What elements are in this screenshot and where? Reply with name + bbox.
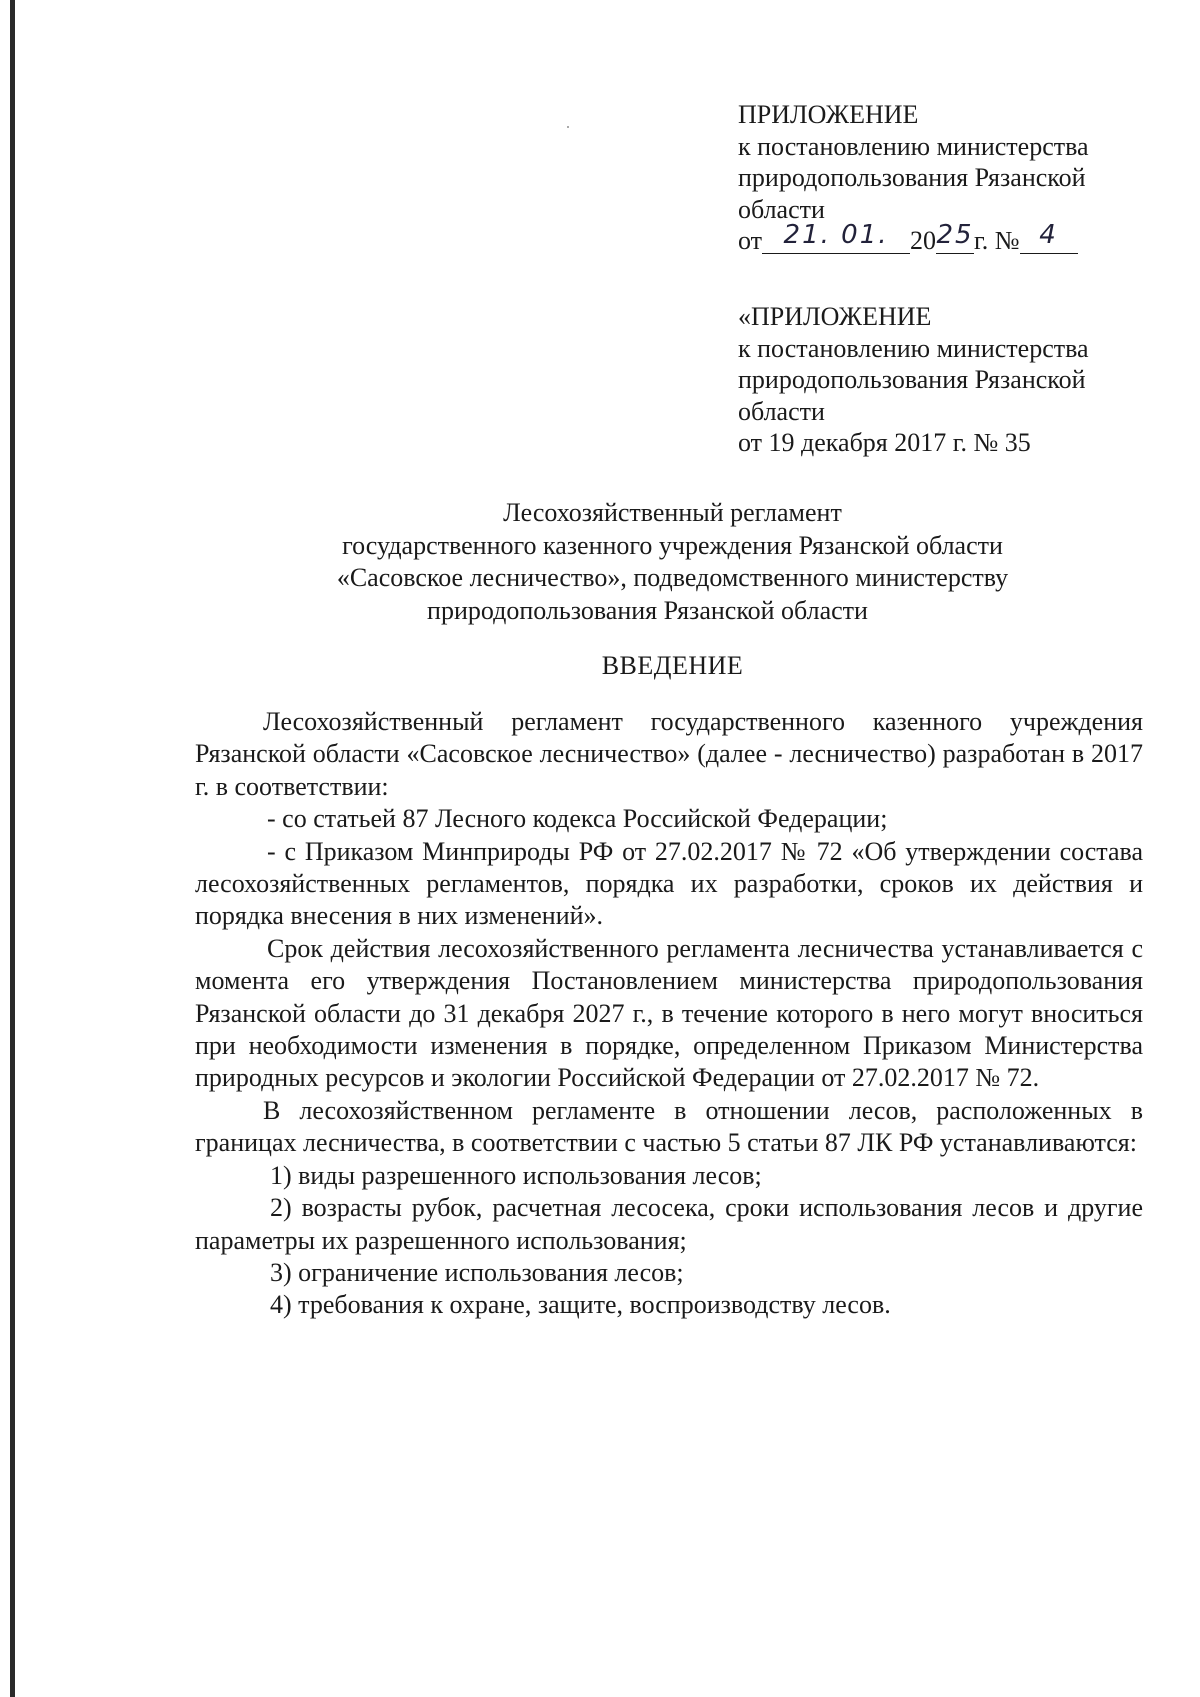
numbered-item: 1) виды разрешенного использования лесов; [270, 1160, 762, 1190]
paragraph: Срок действия лесохозяйственного регламента лесничества устанавливается с момента его утверждения Постановлением министерства природопользования Рязанской области до 31 декабря 2027 г., в течение которого в него могут вноситься при необходимости изменения в порядке, определенном Приказом Министерства природных ресурсов и экологии Российской Федерации от 27.02.2017 № 72. [195, 933, 1143, 1093]
handwritten-date-field [762, 220, 910, 254]
appendix-line-3: области [738, 194, 825, 224]
numbered-item: 2) возрасты рубок, расчетная лесосека, сроки использования лесов и другие параметры их разрешенного использования; [195, 1193, 1143, 1255]
appendix-original-line-1: к постановлению министерства [738, 333, 1089, 363]
numbered-item: 4) требования к охране, защите, воспроизводству лесов. [270, 1290, 891, 1320]
paragraph: В лесохозяйственном регламенте в отношении лесов, расположенных в границах лесничества, в соответствии с частью 5 статьи 87 ЛК РФ устанавливаются: [195, 1095, 1143, 1158]
list-item: - с Приказом Минприроды РФ от 27.02.2017 № 72 «Об утверждении состава лесохозяйственных регламентов, порядка их разработки, сроков их действия и порядка внесения в них изменений». [195, 836, 1143, 931]
document-title-line-3: «Сасовское лесничество», подведомственного министерству [336, 563, 1009, 592]
handwritten-number-field [1020, 220, 1078, 254]
year-suffix: г. № [974, 226, 1020, 255]
handwritten-year-field [936, 220, 974, 254]
document-title-line-4: природопользования Рязанской области [427, 595, 868, 625]
date-prefix: от [738, 226, 763, 255]
appendix-original-block [738, 301, 1158, 459]
handwritten-number: 4 [1039, 220, 1058, 250]
appendix-current-block [738, 99, 1158, 257]
section-heading: ВВЕДЕНИЕ [601, 651, 744, 680]
handwritten-year: 25 [936, 220, 974, 250]
appendix-line-1: к постановлению министерства [738, 131, 1089, 161]
numbered-item: 3) ограничение использования лесов; [270, 1257, 684, 1287]
appendix-original-line-2: природопользования Рязанской [738, 365, 1086, 394]
appendix-original-title: «ПРИЛОЖЕНИЕ [738, 302, 932, 331]
scan-left-border [10, 0, 15, 1697]
scan-artifact [567, 126, 569, 128]
handwritten-date: 21. 01. [783, 220, 889, 250]
document-title [195, 497, 1150, 627]
appendix-title: ПРИЛОЖЕНИЕ [738, 100, 919, 129]
document-title-line-2: государственного казенного учреждения Рязанской области [342, 530, 1003, 560]
list-item: - со статьей 87 Лесного кодекса Российской Федерации; [267, 804, 888, 834]
year-prefix: 20 [910, 226, 937, 255]
appendix-line-2: природопользования Рязанской [738, 163, 1086, 192]
appendix-date-line [738, 220, 1158, 257]
appendix-original-line-3: области [738, 396, 825, 426]
appendix-original-line-4: от 19 декабря 2017 г. № 35 [738, 428, 1031, 457]
paragraph: Лесохозяйственный регламент государственного казенного учреждения Рязанской области «Сасовское лесничество» (далее - лесничество) разработан в 2017 г. в соответствии: [195, 707, 1143, 801]
body-text [195, 706, 1143, 1322]
document-title-line-1: Лесохозяйственный регламент [503, 498, 842, 527]
